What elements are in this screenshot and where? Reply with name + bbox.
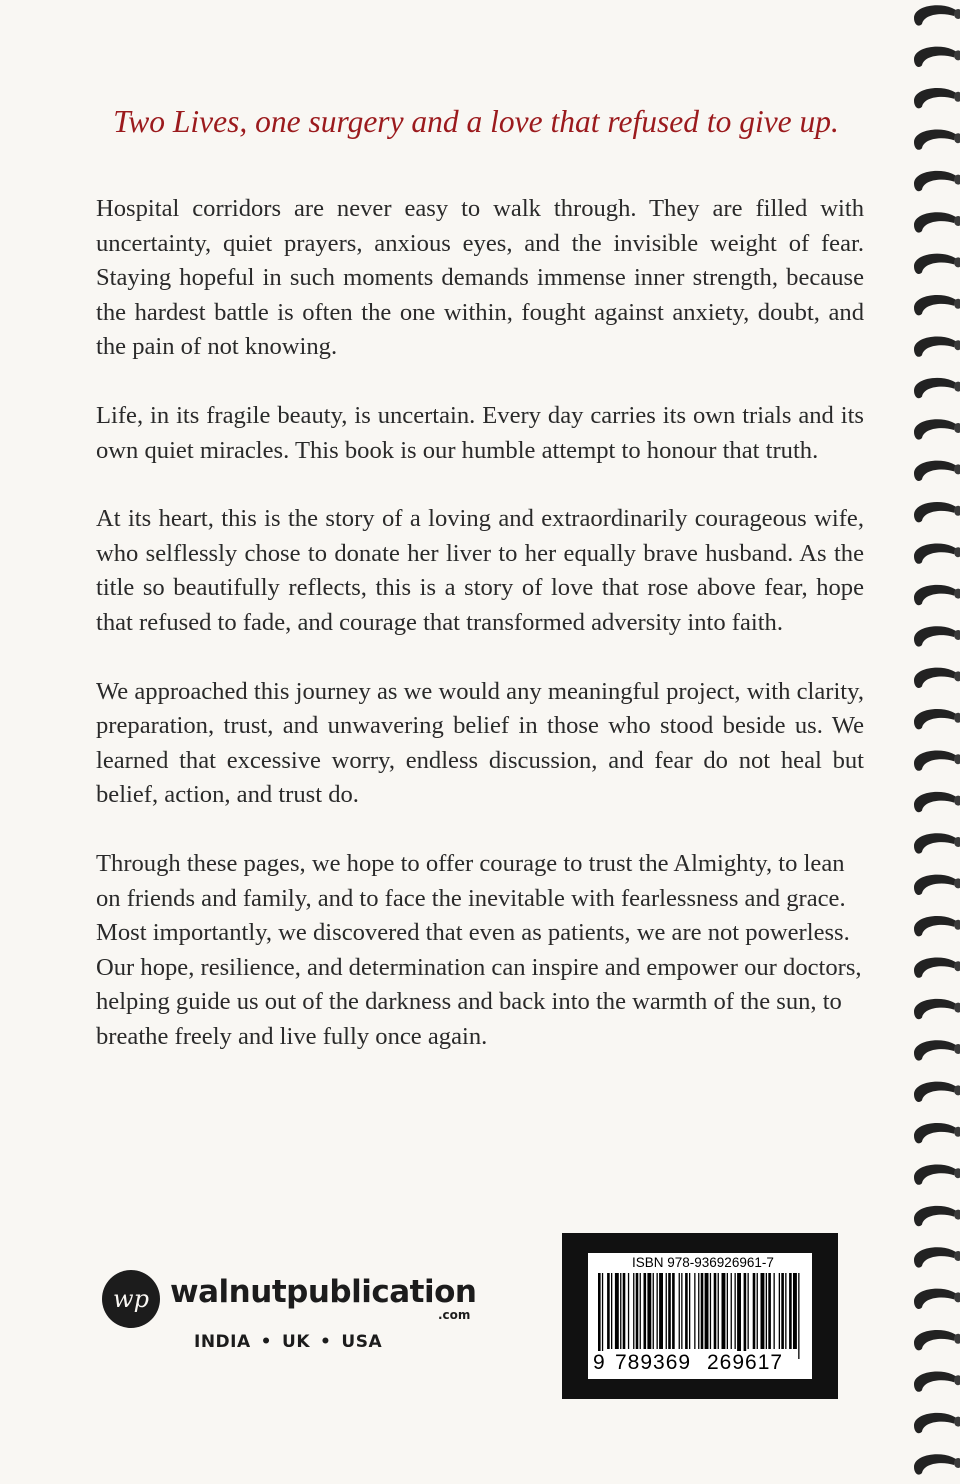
spiral-loop-icon: [914, 1289, 960, 1309]
barcode-bar: [753, 1273, 756, 1349]
spiral-loop-icon: [914, 295, 960, 315]
barcode-bar: [644, 1273, 647, 1349]
spiral-loop-icon: [914, 792, 960, 812]
spiral-loop-icon: [914, 129, 960, 149]
barcode-bar: [611, 1273, 612, 1349]
blurb-paragraph-3: At its heart, this is the story of a loving and extraordinarily courageous wife, who selflessly chose to donate her liver to her equally brave husband. As the title so beautifully reflects, this is a story of love that rose above fear, hope that refused to fade, and courage that transformed adversity into faith.: [96, 505, 864, 636]
publisher-domain: .com: [438, 1308, 471, 1322]
spiral-loop-icon: [914, 171, 960, 191]
spiral-loop-icon: [914, 336, 960, 356]
barcode-bar: [768, 1273, 771, 1349]
barcode-bar: [766, 1273, 767, 1349]
isbn-barcode: [562, 1233, 838, 1399]
spiral-loop-icon: [914, 212, 960, 232]
spiral-loop-icon: [914, 1164, 960, 1184]
spiral-loop-icon: [914, 88, 960, 108]
barcode-bar: [710, 1273, 711, 1349]
blurb-paragraph-5: Through these pages, we hope to offer courage to trust the Almighty, to lean on friends and family, and to face the inevitable with fearlessness and grace. Most importantly, we discovered that even as patients, we are not powerless. Our hope, resilience, and determination can inspire and empower our doctors, helping guide us out of the darkness and back into the warmth of the sun, to breathe freely and live fully once again.: [96, 849, 862, 1050]
barcode-bar: [761, 1273, 765, 1349]
barcode-bar: [694, 1273, 695, 1349]
barcode-bar: [727, 1273, 728, 1349]
bullet-icon: •: [320, 1332, 332, 1352]
spiral-loop-icon: [914, 1040, 960, 1060]
region-uk: UK: [282, 1332, 311, 1352]
publisher-logo: [102, 1270, 482, 1360]
blurb-paragraph-1: Hospital corridors are never easy to walk through. They are filled with uncertainty, quiet prayers, anxious eyes, and the invisible weight of fear. Staying hopeful in such moments demands immense inner strength, because the hardest battle is often the one within, fought against anxiety, doubt, and the pain of not knowing.: [96, 195, 864, 361]
spiral-loop-icon: [914, 1330, 960, 1350]
barcode-bar: [748, 1273, 749, 1349]
barcode-bar: [666, 1273, 667, 1349]
bullet-icon: •: [260, 1332, 273, 1352]
barcode-bar: [798, 1273, 799, 1359]
barcode-bar: [785, 1273, 786, 1349]
barcode-bar: [623, 1273, 626, 1349]
spiral-loop-icon: [914, 419, 960, 439]
spiral-loop-icon: [914, 543, 960, 563]
region-india: INDIA: [194, 1332, 251, 1352]
barcode-bar: [698, 1273, 699, 1349]
barcode-bar: [793, 1273, 797, 1349]
barcode-bar: [774, 1273, 775, 1349]
spiral-loop-icon: [914, 585, 960, 605]
spiral-loop-icon: [914, 1123, 960, 1143]
barcode-bar: [653, 1273, 654, 1349]
spiral-loop-icon: [914, 1206, 960, 1226]
barcode-bar: [679, 1273, 680, 1349]
barcode-bar: [598, 1273, 601, 1359]
barcode-bar: [779, 1273, 780, 1349]
barcode-bar: [657, 1273, 658, 1349]
barcode-bar: [737, 1273, 741, 1359]
barcode-bar: [701, 1273, 704, 1349]
barcode-panel: [588, 1253, 812, 1379]
barcode-bar: [744, 1273, 747, 1359]
spiral-loop-icon: [914, 47, 960, 67]
barcode-bar: [714, 1273, 717, 1349]
barcode-bar: [689, 1273, 690, 1349]
barcode-bar: [685, 1273, 688, 1349]
spiral-loop-icon: [914, 999, 960, 1019]
spiral-loop-icon: [914, 709, 960, 729]
barcode-bar: [718, 1273, 719, 1349]
spiral-loop-icon: [914, 1082, 960, 1102]
spiral-loop-icon: [914, 1247, 960, 1267]
barcode-bar: [757, 1273, 758, 1349]
blurb-paragraph-2: Life, in its fragile beauty, is uncertain. Every day carries its own trials and its own quiet miracles. This book is our humble attempt to honour that truth.: [96, 401, 864, 464]
barcode-bar: [607, 1273, 610, 1349]
barcode-bar: [659, 1273, 663, 1349]
blurb-paragraph-4: We approached this journey as we would any meaningful project, with clarity, preparation, trust, and unwavering belief in those who stood beside us. We learned that excessive worry, endless discussion, and fear do not heal but belief, action, and trust do.: [96, 677, 864, 809]
barcode-bar: [636, 1273, 639, 1349]
publisher-name: walnutpublication: [170, 1274, 477, 1310]
barcode-bar: [705, 1273, 709, 1349]
spiral-loop-icon: [914, 461, 960, 481]
barcode-bar: [602, 1273, 603, 1359]
blurb: [96, 192, 864, 1088]
spiral-loop-icon: [914, 626, 960, 646]
barcode-bar: [647, 1273, 651, 1349]
spiral-loop-icon: [914, 957, 960, 977]
spiral-loop-icon: [914, 378, 960, 398]
barcode-bar: [781, 1273, 784, 1349]
spiral-loop-icon: [914, 5, 960, 25]
publisher-badge-icon: wp: [102, 1270, 160, 1328]
barcode-bar: [672, 1273, 675, 1349]
isbn-label: ISBN 978-936926961-7: [632, 1255, 774, 1270]
tagline: Two Lives, one surgery and a love that refused to give up.: [113, 104, 839, 139]
spiral-loop-icon: [914, 916, 960, 936]
barcode-bar: [633, 1273, 634, 1349]
region-usa: USA: [341, 1332, 383, 1352]
barcode-bar: [735, 1273, 736, 1349]
barcode-digits: [588, 1351, 812, 1375]
spiral-loop-icon: [914, 833, 960, 853]
barcode-digits-right: 269617: [707, 1351, 784, 1374]
spiral-loop-icon: [914, 254, 960, 274]
spiral-loop-icon: [914, 1413, 960, 1433]
barcode-bar: [615, 1273, 619, 1349]
barcode-bar: [722, 1273, 726, 1349]
barcode-bar: [620, 1273, 621, 1349]
barcode-bar: [789, 1273, 792, 1349]
barcode-bar: [681, 1273, 682, 1349]
barcode-bar: [640, 1273, 641, 1349]
spiral-loop-icon: [914, 750, 960, 770]
barcode-bar: [668, 1273, 671, 1349]
barcode-digit-first: 9: [593, 1351, 605, 1374]
spiral-loop-icon: [914, 875, 960, 895]
spiral-loop-icon: [914, 502, 960, 522]
barcode-bar: [628, 1273, 629, 1349]
publisher-regions: [194, 1330, 382, 1354]
spiral-loop-icon: [914, 1454, 960, 1474]
spiral-loop-icon: [914, 668, 960, 688]
spiral-loop-icon: [914, 1371, 960, 1391]
barcode-bars: [598, 1273, 802, 1359]
spiral-binding: [908, 0, 960, 1484]
barcode-bar: [731, 1273, 732, 1349]
barcode-digits-left: 789369: [615, 1351, 692, 1374]
